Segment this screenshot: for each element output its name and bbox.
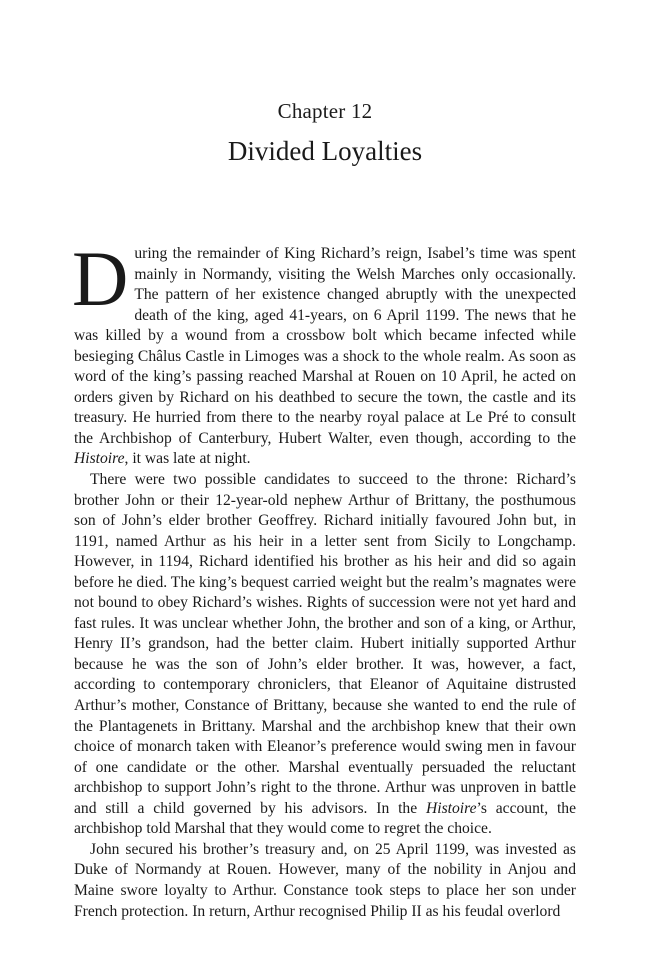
paragraph-1 <box>72 235 576 470</box>
drop-cap: D <box>72 235 129 322</box>
chapter-title: Divided Loyalties <box>227 136 423 166</box>
paragraph-1-text-b: , it was late at night. <box>124 450 251 468</box>
paragraph-2-text-b: ’s account, the archbishop told Marshal that they would come to regret the choice. <box>74 799 576 838</box>
paragraph-1-text-a: uring the remainder of King Richard’s reign, Isabel’s time was spent mainly in Normandy, visiting the Welsh Marches only occasionally. The pattern of her existence changed abruptly with the unexpected death of the king, aged 41-years, on 6 April 1199. The news that he was killed by a wound from a crossbow bolt which became infected while besieging Châlus Castle in Limoges was a shock to the whole realm. As soon as word of the king’s passing reached Marshal at Rouen on 10 April, he acted on orders given by Richard on his deathbed to secure the town, the castle and its treasury. He hurried from there to the nearby royal palace at Le Pré to consult the Archbishop of Canterbury, Hubert Walter, even though, according to the <box>74 245 576 447</box>
paragraph-3: John secured his brother’s treasury and, on 25 April 1199, was invested as Duke of Normandy at Rouen. However, many of the nobility in Anjou and Maine swore loyalty to Arthur. Constance took steps to place her son under French protection. In return, Arthur recognised Philip II as his feudal overlord <box>74 840 576 920</box>
paragraph-1-italic-title: Histoire <box>74 450 125 468</box>
body-text <box>72 235 576 922</box>
chapter-number: Chapter 12 <box>277 99 373 123</box>
paragraph-2-text-a: There were two possible candidates to succeed to the throne: Richard’s brother John or their 12-year-old nephew Arthur of Brittany, the posthumous son of John’s elder brother Geoffrey. Richard initially favoured John but, in 1191, named Arthur as his heir in a letter sent from Sicily to Longchamp. However, in 1194, Richard identified his brother as his heir and did so again before he died. The king’s bequest carried weight but the realm’s magnates were not bound to obey Richard’s wishes. Rights of succession were not yet hard and fast rules. It was unclear whether John, the brother and son of a king, or Arthur, Henry II’s grandson, had the better claim. Hubert initially supported Arthur because he was the son of John’s elder brother. It was, however, a fact, according to contemporary chroniclers, that Eleanor of Aquitaine distrusted Arthur’s mother, Constance of Brittany, because she wanted to end the rule of the Plantagenets in Brittany. Marshal and the archbishop knew that their own choice of monarch taken with Eleanor’s preference would swing men in favour of one candidate or the other. Marshal eventually persuaded the reluctant archbishop to support John’s right to the throne. Arthur was unproven in battle and still a child governed by his advisors. In the <box>74 471 576 817</box>
paragraph-2-italic-title: Histoire <box>425 799 477 817</box>
paragraph-2 <box>74 470 576 840</box>
